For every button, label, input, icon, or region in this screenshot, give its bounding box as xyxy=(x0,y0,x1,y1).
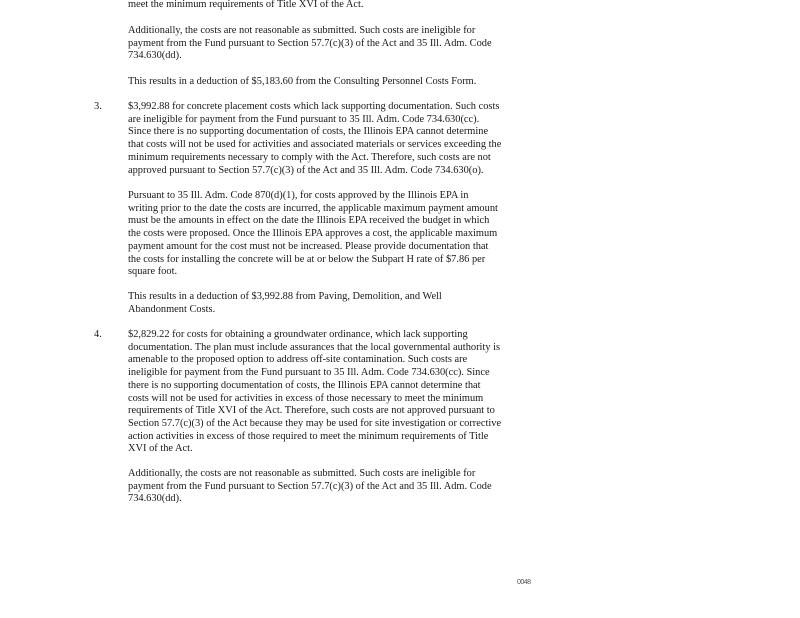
page-number-stamp: 0048 xyxy=(517,579,531,586)
item-3-pursuant-paragraph: Pursuant to 35 Ill. Adm. Code 870(d)(1), for costs approved by the Illinois EPA in writing prior to the date the costs are incurred, the applicable maximum payment amount must be the amounts in effect on the date the Illinois EPA received the budget in which the costs were proposed. Once the Illinois EPA approves a cost, the applicable maximum payment amount for the cost must not be increased. Please provide documentation that the costs for installing the concrete will be at or below the Subpart H rate of $7.86 per square foot. xyxy=(128,190,498,278)
item-number-4: 4. xyxy=(94,329,102,340)
continuation-line: meet the minimum requirements of Title XVI of the Act. xyxy=(128,0,364,10)
paragraph-additionally-top: Additionally, the costs are not reasonable as submitted. Such costs are ineligible for payment from the Fund pursuant to Section 57.7(c)(3) of the Act and 35 Ill. Adm. Code 734.630(dd). xyxy=(128,25,492,62)
item-3-paragraph: $3,992.88 for concrete placement costs which lack supporting documentation. Such costs are ineligible for payment from the Fund pursuant to 35 Ill. Adm. Code 734.630(cc). Since there is no supporting documentation of costs, the Illinois EPA cannot determine that costs will not be used for activities and associated materials or services exceeding the minimum requirements necessary to comply with the Act. Therefore, such costs are not approved pursuant to Section 57.7(c)(3) of the Act and 35 Ill. Adm. Code 734.630(o). xyxy=(128,101,502,176)
item-number-3: 3. xyxy=(94,101,102,112)
item-4-additional-paragraph: Additionally, the costs are not reasonable as submitted. Such costs are ineligible for payment from the Fund pursuant to Section 57.7(c)(3) of the Act and 35 Ill. Adm. Code 734.630(dd). xyxy=(128,468,492,505)
item-4-paragraph: $2,829.22 for costs for obtaining a groundwater ordinance, which lack supporting documentation. The plan must include assurances that the local governmental authority is amenable to the proposed option to address off-site contamination. Such costs are ineligible for payment from the Fund pursuant to 35 Ill. Adm. Code 734.630(cc). Since there is no supporting documentation of costs, the Illinois EPA cannot determine that costs will not be used for activities in excess of those necessary to meet the minimum requirements of Title XVI of the Act. Therefore, such costs are not approved pursuant to Section 57.7(c)(3) of the Act because they may be used for site investigation or corrective action activities in excess of those required to meet the minimum requirements of Title XVI of the Act. xyxy=(128,329,502,455)
item-3-deduction-paragraph: This results in a deduction of $3,992.88 from Paving, Demolition, and Well Abandonment Costs. xyxy=(128,291,442,315)
paragraph-deduction-top: This results in a deduction of $5,183.60 from the Consulting Personnel Costs Form. xyxy=(128,76,477,87)
